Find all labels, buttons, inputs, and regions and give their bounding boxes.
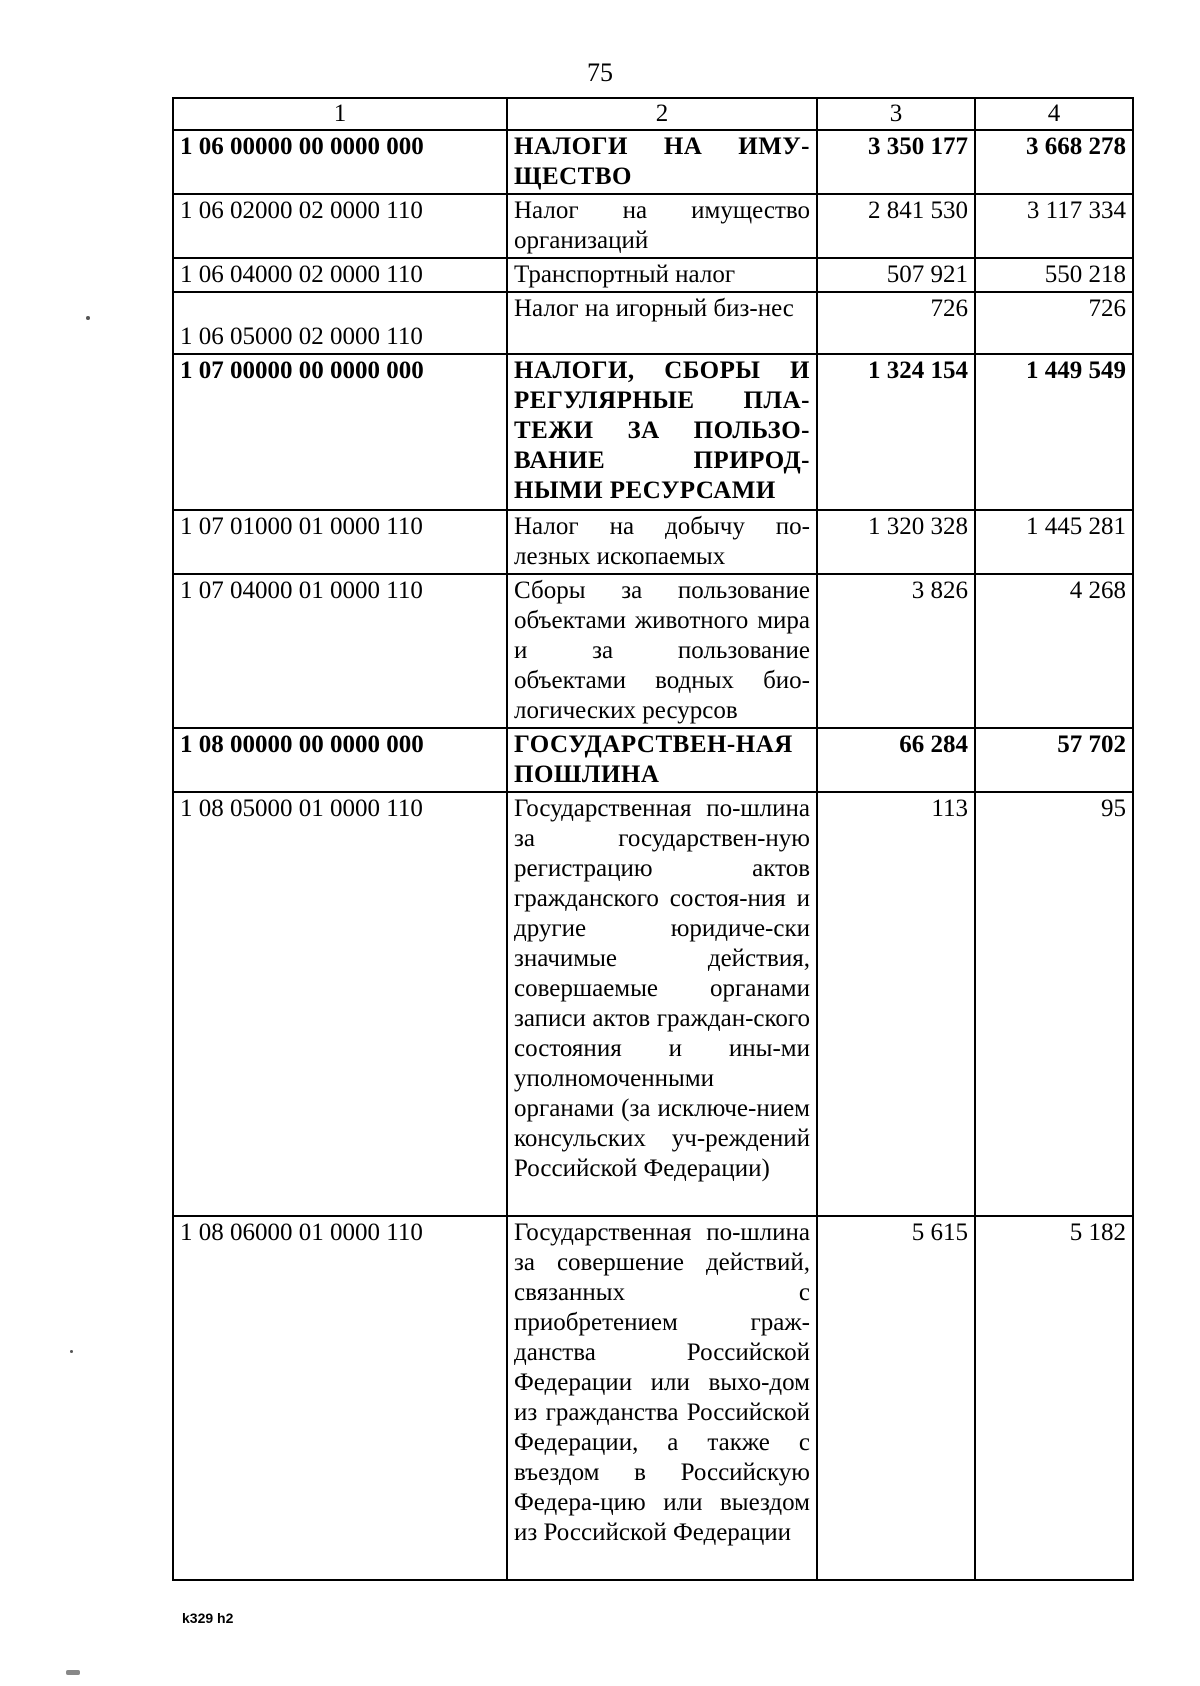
row-name: Сборы за пользование объектами животного мира и за пользование объектами водных био-логических ресурсов bbox=[507, 574, 817, 728]
table-row bbox=[173, 292, 1133, 354]
row-value-col3: 113 bbox=[817, 792, 975, 1216]
row-value-col3: 3 350 177 bbox=[817, 130, 975, 194]
row-name: НАЛОГИ НА ИМУ-ЩЕСТВО bbox=[507, 130, 817, 194]
row-value-col4: 57 702 bbox=[975, 728, 1133, 792]
table-row bbox=[173, 574, 1133, 728]
table-header-row bbox=[173, 98, 1133, 130]
row-value-col4: 550 218 bbox=[975, 258, 1133, 292]
row-value-col3: 2 841 530 bbox=[817, 194, 975, 258]
row-value-col4: 1 449 549 bbox=[975, 354, 1133, 510]
row-value-col3: 1 320 328 bbox=[817, 510, 975, 574]
row-value-col4: 3 117 334 bbox=[975, 194, 1133, 258]
document-footer-code: k329 h2 bbox=[182, 1610, 234, 1626]
row-code: 1 06 04000 02 0000 110 bbox=[173, 258, 507, 292]
scan-speck bbox=[66, 1670, 80, 1675]
row-name: Налог на имущество организаций bbox=[507, 194, 817, 258]
row-value-col4: 95 bbox=[975, 792, 1133, 1216]
row-name: Налог на игорный биз-нес bbox=[507, 292, 817, 354]
budget-revenue-table bbox=[172, 97, 1134, 1581]
table-row bbox=[173, 728, 1133, 792]
column-header-1: 1 bbox=[173, 98, 507, 130]
row-value-col3: 3 826 bbox=[817, 574, 975, 728]
row-code: 1 08 05000 01 0000 110 bbox=[173, 792, 507, 1216]
column-header-3: 3 bbox=[817, 98, 975, 130]
row-code: 1 08 00000 00 0000 000 bbox=[173, 728, 507, 792]
row-value-col4: 1 445 281 bbox=[975, 510, 1133, 574]
row-value-col3: 66 284 bbox=[817, 728, 975, 792]
row-name: Налог на добычу по-лезных ископаемых bbox=[507, 510, 817, 574]
table-row bbox=[173, 1216, 1133, 1580]
column-header-4: 4 bbox=[975, 98, 1133, 130]
table-row bbox=[173, 510, 1133, 574]
scan-speck bbox=[70, 1350, 73, 1353]
row-code: 1 07 00000 00 0000 000 bbox=[173, 354, 507, 510]
table-row bbox=[173, 130, 1133, 194]
row-value-col4: 4 268 bbox=[975, 574, 1133, 728]
row-code: 1 07 04000 01 0000 110 bbox=[173, 574, 507, 728]
table-row bbox=[173, 792, 1133, 1216]
row-value-col4: 726 bbox=[975, 292, 1133, 354]
row-value-col3: 5 615 bbox=[817, 1216, 975, 1580]
row-code: 1 08 06000 01 0000 110 bbox=[173, 1216, 507, 1580]
table-row bbox=[173, 258, 1133, 292]
row-code: 1 06 00000 00 0000 000 bbox=[173, 130, 507, 194]
table-row bbox=[173, 354, 1133, 510]
row-code: 1 07 01000 01 0000 110 bbox=[173, 510, 507, 574]
row-value-col4: 5 182 bbox=[975, 1216, 1133, 1580]
row-value-col3: 726 bbox=[817, 292, 975, 354]
row-name: ГОСУДАРСТВЕН-НАЯ ПОШЛИНА bbox=[507, 728, 817, 792]
row-value-col3: 1 324 154 bbox=[817, 354, 975, 510]
page-number: 75 bbox=[587, 58, 613, 87]
row-code: 1 06 02000 02 0000 110 bbox=[173, 194, 507, 258]
row-name: Транспортный налог bbox=[507, 258, 817, 292]
scan-speck bbox=[86, 316, 90, 320]
column-header-2: 2 bbox=[507, 98, 817, 130]
row-name: Государственная по-шлина за государствен-ную регистрацию актов гражданского состоя-ния и другие юридиче-ски значимые действия, совершаемые органами записи актов граждан-ского состояния и ины-ми уполномоченными органами (за исключе-нием консульских уч-реждений Российской Федерации) bbox=[507, 792, 817, 1216]
row-value-col4: 3 668 278 bbox=[975, 130, 1133, 194]
table-row bbox=[173, 194, 1133, 258]
row-name: Государственная по-шлина за совершение действий, связанных с приобретением граж-данства Российской Федерации или выхо-дом из гражданства Российской Федерации, а также с въездом в Российскую Федера-цию или выездом из Российской Федерации bbox=[507, 1216, 817, 1580]
row-code: 1 06 05000 02 0000 110 bbox=[173, 292, 507, 354]
row-value-col3: 507 921 bbox=[817, 258, 975, 292]
row-name: НАЛОГИ, СБОРЫ И РЕГУЛЯРНЫЕ ПЛА-ТЕЖИ ЗА ПОЛЬЗО-ВАНИЕ ПРИРОД-НЫМИ РЕСУРСАМИ bbox=[507, 354, 817, 510]
